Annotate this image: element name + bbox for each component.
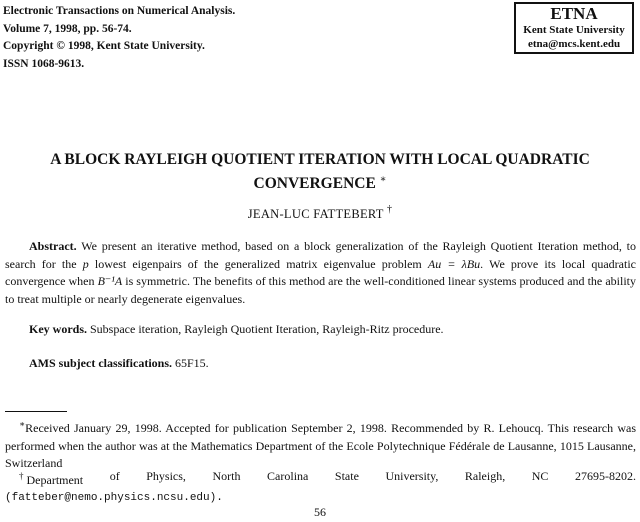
journal-issn: ISSN 1068-9613. xyxy=(3,57,85,70)
footnote-2-word: Raleigh, xyxy=(464,469,506,483)
footnote-2-word: State xyxy=(334,469,359,483)
ams-text: 65F15. xyxy=(172,356,209,370)
abstract-label: Abstract. xyxy=(29,239,77,253)
abstract-equation: Au = λBu xyxy=(427,256,481,271)
author xyxy=(0,204,640,222)
keywords-label: Key words. xyxy=(29,322,87,336)
footnote-2-word: North xyxy=(212,469,241,483)
abstract-var-p: p xyxy=(82,256,89,271)
etna-box xyxy=(514,2,634,54)
footnote-2-word: of xyxy=(109,469,120,483)
footnote-2-word: NC xyxy=(531,469,549,483)
footnote-2-word: Department xyxy=(26,473,84,487)
footnote-2-mark: † xyxy=(19,471,24,481)
abstract xyxy=(5,238,636,308)
abstract-text-4: is symmetric. The benefits of this method are the well-conditioned linear systems produced and the ability to treat multiple or nearly degenerate eigenvalues. xyxy=(5,274,636,306)
page-number: 56 xyxy=(314,505,326,519)
journal-copyright: Copyright © 1998, Kent State University. xyxy=(3,40,205,52)
abstract-text-3: . We prove its local quadratic convergence when xyxy=(5,256,636,288)
title-footnote-mark: ∗ xyxy=(379,174,387,185)
footnote-2 xyxy=(5,468,636,507)
footnote-rule xyxy=(5,411,67,412)
ams-label: AMS subject classifications. xyxy=(29,356,172,370)
footnote-2-email[interactable]: (fatteber@nemo.physics.ncsu.edu). xyxy=(5,491,223,504)
etna-email: etna@mcs.kent.edu xyxy=(527,38,621,50)
ams-classification xyxy=(29,356,209,371)
footnote-2-word: University, xyxy=(385,469,439,483)
abstract-text-2: lowest eigenpairs of the generalized matrix eigenvalue problem xyxy=(88,256,428,271)
keywords-text: Subspace iteration, Rayleigh Quotient Iteration, Rayleigh-Ritz procedure. xyxy=(87,322,444,336)
footnote-1-text: Received January 29, 1998. Accepted for publication September 2, 1998. Recommended by R. Lehoucq. This research was performed when the author was at the Mathematics Department of the Ecole Polytechnique Fédérale de Lausanne, 1015 Lausanne, Switzerland xyxy=(5,421,636,470)
journal-name: Electronic Transactions on Numerical Analysis. xyxy=(3,5,236,17)
etna-university: Kent State University xyxy=(523,24,625,36)
footnote-1-mark: ∗ xyxy=(19,419,26,429)
paper-title xyxy=(0,150,640,194)
footnote-2-word: Carolina xyxy=(267,469,309,483)
paper-title-line2: CONVERGENCE xyxy=(253,175,376,192)
footnote-2-line1 xyxy=(5,468,636,490)
footnote-2-word: 27695-8202. xyxy=(574,469,636,483)
journal-volume: Volume 7, 1998, pp. 56-74. xyxy=(3,22,132,35)
keywords xyxy=(29,322,444,337)
abstract-matrix-expr: B⁻¹A xyxy=(97,274,123,288)
author-name: JEAN-LUC FATTEBERT xyxy=(247,207,384,221)
etna-title: ETNA xyxy=(550,4,598,23)
author-footnote-mark: † xyxy=(386,204,393,215)
footnote-1 xyxy=(5,416,636,473)
footnote-2-word: Physics, xyxy=(146,469,186,483)
abstract-text-1: We present an iterative method, based on a block generalization of the Rayleigh Quotient Iteration method, to search for the xyxy=(5,239,636,271)
journal-header xyxy=(3,3,235,73)
paper-title-line1: A BLOCK RAYLEIGH QUOTIENT ITERATION WITH LOCAL QUADRATIC xyxy=(50,151,590,168)
